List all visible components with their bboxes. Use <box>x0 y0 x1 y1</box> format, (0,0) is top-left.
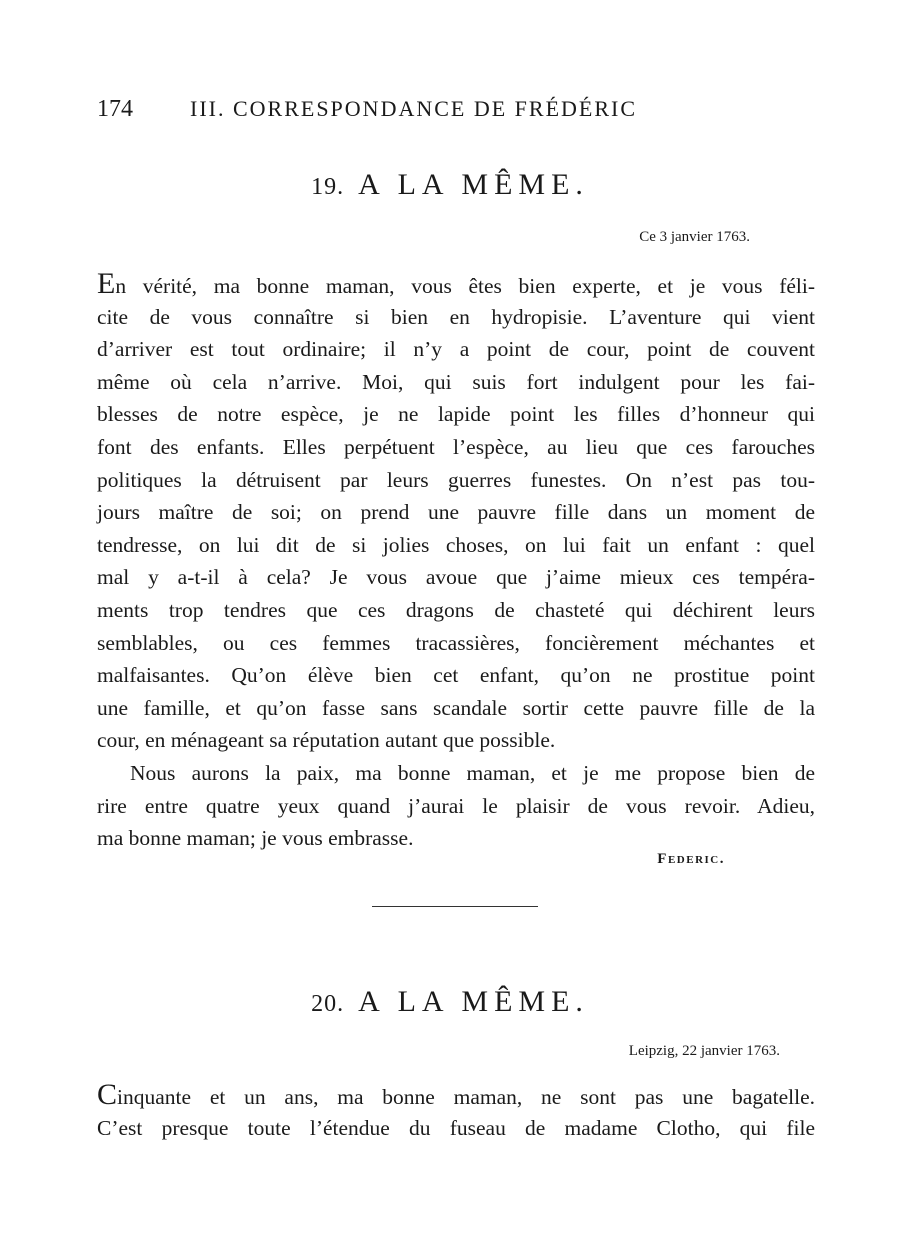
line-text: semblables, ou ces femmes tracassières, foncièrement méchantes et <box>97 630 815 655</box>
signature: Federic. <box>657 851 725 867</box>
text-line <box>97 366 815 399</box>
line-text: malfaisantes. Qu’on élève bien cet enfant, qu’on ne prostitue point <box>97 663 815 688</box>
line-text: rire entre quatre yeux quand j’aurai le plaisir de vous revoir. Adieu, <box>97 793 815 818</box>
line-text: ments trop tendres que ces dragons de chasteté qui déchirent leurs <box>97 597 815 622</box>
line-text: même où cela n’arrive. Moi, qui suis fort indulgent pour les fai- <box>97 369 815 394</box>
text-line <box>97 757 815 790</box>
letter-title: A LA MÊME. <box>358 985 589 1018</box>
line-text: une famille, et qu’on fasse sans scandale sortir cette pauvre fille de la <box>97 695 815 720</box>
text-line <box>97 822 815 855</box>
letter-19-body <box>97 268 815 855</box>
text-line <box>97 790 815 823</box>
letter-number: 19. <box>311 174 345 200</box>
line-text: font des enfants. Elles perpétuent l’espèce, au lieu que ces farouches <box>97 434 815 459</box>
letter-title: A LA MÊME. <box>358 168 589 201</box>
text-line <box>97 333 815 366</box>
letter-19-date: Ce 3 janvier 1763. <box>639 229 750 245</box>
line-text: mal y a-t-il à cela? Je vous avoue que j’aime mieux ces tempéra- <box>97 565 815 590</box>
letter-20-body <box>97 1079 815 1144</box>
line-text: d’arriver est tout ordinaire; il n’y a point de cour, point de couvent <box>97 337 815 362</box>
running-title: III. CORRESPONDANCE DE FRÉDÉRIC <box>190 96 638 121</box>
line-text: politiques la détruisent par leurs guerres funestes. On n’est pas tou- <box>97 467 815 492</box>
text-line <box>97 659 815 692</box>
drop-cap: C <box>97 1078 118 1111</box>
text-line <box>97 724 815 757</box>
line-text: cour, en ménageant sa réputation autant que possible. <box>97 728 556 753</box>
text-line <box>97 398 815 431</box>
text-line <box>97 627 815 660</box>
text-line <box>97 496 815 529</box>
text-line <box>97 464 815 497</box>
line-text: cite de vous connaître si bien en hydropisie. L’aventure qui vient <box>97 304 815 329</box>
letter-19-heading <box>0 168 900 202</box>
text-line <box>97 268 815 301</box>
line-text: n vérité, ma bonne maman, vous êtes bien experte, et je vous féli- <box>115 274 815 298</box>
drop-cap: E <box>97 267 116 300</box>
text-line <box>97 1079 815 1112</box>
letter-number: 20. <box>311 991 345 1017</box>
letter-20-date: Leipzig, 22 janvier 1763. <box>628 1043 780 1059</box>
line-text: Nous aurons la paix, ma bonne maman, et je me propose bien de <box>130 760 815 785</box>
section-divider <box>372 906 538 907</box>
text-line <box>97 431 815 464</box>
line-text: ma bonne maman; je vous embrasse. <box>97 826 414 851</box>
line-text: tendresse, on lui dit de si jolies choses, on lui fait un enfant : quel <box>97 532 815 557</box>
line-text: C’est presque toute l’étendue du fuseau de madame Clotho, qui file <box>97 1115 815 1140</box>
text-line <box>97 692 815 725</box>
text-line <box>97 594 815 627</box>
line-text: jours maître de soi; on prend une pauvre fille dans un moment de <box>97 500 815 525</box>
line-text: inquante et un ans, ma bonne maman, ne sont pas une bagatelle. <box>117 1085 815 1109</box>
line-text: blesses de notre espèce, je ne lapide point les filles d’honneur qui <box>97 402 815 427</box>
letter-20-heading <box>0 985 900 1019</box>
text-line <box>97 561 815 594</box>
text-line <box>97 301 815 334</box>
text-line <box>97 1112 815 1145</box>
text-line <box>97 529 815 562</box>
page-number: 174 <box>97 96 133 122</box>
